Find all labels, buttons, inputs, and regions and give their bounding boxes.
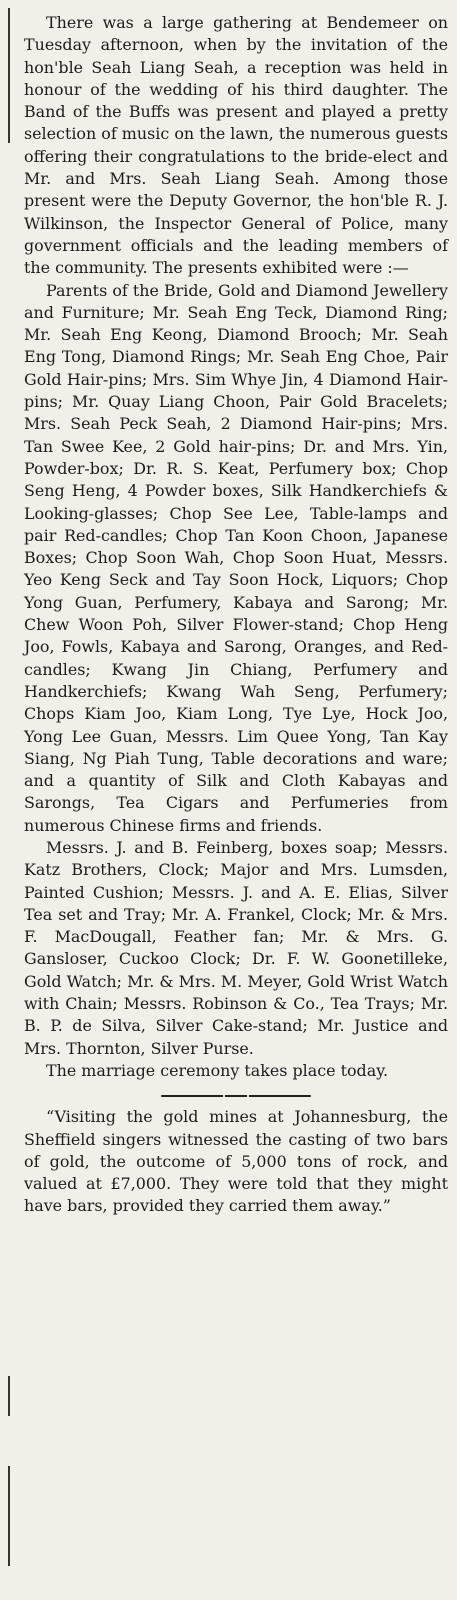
wedding-article	[24, 12, 448, 1082]
column-rule	[8, 8, 10, 143]
article-paragraph: Parents of the Bride, Gold and Diamond Jewellery and Furniture; Mr. Seah Eng Teck, Diamond Ring; Mr. Seah Eng Keong, Diamond Brooch; Mr. Seah Eng Tong, Diamond Rings; Mr. Seah Eng Choe, Pair Gold Hair-pins; Mrs. Sim Whye Jin, 4 Diamond Hair-pins; Mr. Quay Liang Choon, Pair Gold Bracelets; Mrs. Seah Peck Seah, 2 Diamond Hair-pins; Mrs. Tan Swee Kee, 2 Gold hair-pins; Dr. and Mrs. Yin, Powder-box; Dr. R. S. Keat, Perfumery box; Chop Seng Heng, 4 Powder boxes, Silk Handkerchiefs & Looking-glasses; Chop See Lee, Table-lamps and pair Red-candles; Chop Tan Koon Choon, Japanese Boxes; Chop Soon Wah, Chop Soon Huat, Messrs. Yeo Keng Seck and Tay Soon Hock, Liquors; Chop Yong Guan, Perfumery, Kabaya and Sarong; Mr. Chew Woon Poh, Silver Flower-stand; Chop Heng Joo, Fowls, Kabaya and Sarong, Oranges, and Red-candles; Kwang Jin Chiang, Perfumery and Handkerchiefs; Kwang Wah Seng, Perfumery; Chops Kiam Joo, Kiam Long, Tye Lye, Hock Joo, Yong Lee Guan, Messrs. Lim Quee Yong, Tan Kay Siang, Ng Piah Tung, Table decorations and ware; and a quantity of Silk and Cloth Kabayas and Sarongs, Tea Cigars and Perfumeries from numerous Chinese firms and friends.	[24, 280, 448, 835]
article-paragraph: “Visiting the gold mines at Johannesburg, the Sheffield singers witnessed the casting of two bars of gold, the outcome of 5,000 tons of rock, and valued at £7,000. They were told that they might have bars, provided they carried them away.”	[24, 1107, 448, 1216]
newspaper-column	[24, 12, 448, 1218]
column-rule	[8, 1376, 10, 1416]
section-divider	[24, 1095, 448, 1097]
divider-dash	[225, 1095, 247, 1097]
article-paragraph: Messrs. J. and B. Feinberg, boxes soap; Messrs. Katz Brothers, Clock; Major and Mrs. Lumsden, Painted Cushion; Messrs. J. and A. E. Elias, Silver Tea set and Tray; Mr. A. Frankel, Clock; Mr. & Mrs. F. MacDougall, Feather fan; Mr. & Mrs. G. Gansloser, Cuckoo Clock; Dr. F. W. Goonetilleke, Gold Watch; Mr. & Mrs. M. Meyer, Gold Wrist Watch with Chain; Messrs. Robinson & Co., Tea Trays; Mr. B. P. de Silva, Silver Cake-stand; Mr. Justice and Mrs. Thornton, Silver Purse.	[24, 837, 448, 1058]
column-rule	[8, 1466, 10, 1566]
article-paragraph: There was a large gathering at Bendemeer on Tuesday afternoon, when by the invitation of the hon'ble Seah Liang Seah, a reception was held in honour of the wedding of his third daughter. The Band of the Buffs was present and played a pretty selection of music on the lawn, the numerous guests offering their congratulations to the bride-elect and Mr. and Mrs. Seah Liang Seah. Among those present were the Deputy Governor, the hon'ble R. J. Wilkinson, the Inspector General of Police, many government officials and the leading members of the community. The presents exhibited were :—	[24, 13, 448, 278]
gold-mines-article	[24, 1106, 448, 1217]
divider-rule	[249, 1095, 311, 1097]
article-paragraph: The marriage ceremony takes place today.	[46, 1060, 389, 1080]
divider-rule	[161, 1095, 223, 1097]
